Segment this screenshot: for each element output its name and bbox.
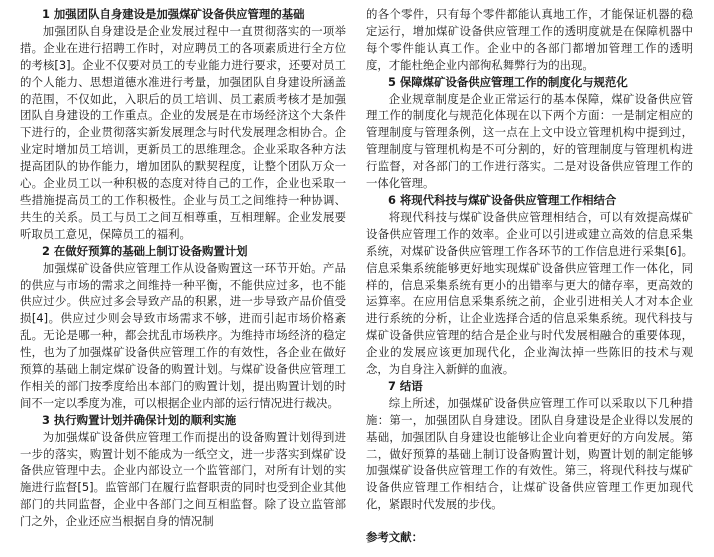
paragraph: 综上所述，加强煤矿设备供应管理工作可以采取以下几种措施：第一，加强团队自身建设。团队自身建设是企业得以发展的基础，加强团队自身建设也能够让企业向着更好的方向发展。第二，做好预算的基础上制订设备购置计划，购置计划的制定能够加强煤矿设备供应管理工作的有效性。第三，将现代科技与煤矿设备供应管理工作相结合，让煤矿设备供应管理工作更加现代化，紧跟时代发展的步伐。 [366, 395, 693, 512]
paragraph: 为加强煤矿设备供应管理工作而提出的设备购置计划得到进一步的落实，购置计划不能成为一纸空文，进一步落实到煤矿设备供应管理中去。企业内部设立一个监管部门，对所有计划的实施进行监督[5]。监管部门在履行监督职责的同时也受到企业其他部门的共同监督，企业中各部门之间互相监督。除了设立监管部门之外，企业还应当根据自身的情况制 [20, 429, 346, 529]
section-title: 1 加强团队自身建设是加强煤矿设备供应管理的基础 [42, 7, 305, 21]
references-heading: 参考文献： [366, 530, 423, 545]
paragraph: 将现代科技与煤矿设备供应管理相结合，可以有效提高煤矿设备供应管理工作的效率。企业可以引进或建立高效的信息采集系统，对煤矿设备供应管理工作各环节的工作信息进行采集[6]。信息采集系统能够更好地实现煤矿设备供应管理工作一体化，同样的，信息采集系统有更小的出错率与更大的储存率，更高效的运算率。在应用信息采集系统之前，企业引进相关人才对本企业进行系统的分析，让企业选择合适的信息采集系统。现代科技与煤矿设备供应管理的结合是企业与时代发展相融合的重要体现，企业的发展应该更加现代化，企业淘汰掉一些陈旧的技术与观念，为自身注入新鲜的血液。 [366, 209, 693, 377]
paragraph: 加强团队自身建设是企业发展过程中一直贯彻落实的一项举措。企业在进行招聘工作时，对应聘员工的各项素质进行全方位的考核[3]。企业不仅要对员工的专业能力进行要求，还要对员工的个人能力、思想道德水准进行考量，加强团队自身建设所涵盖的范围，不仅如此，入职后的员工培训、员工素质考核才是加强团队自身建设的工作重点。企业的发展是在市场经济这个大条件下进行的，企业贯彻落实新发展理念与时代发展理念相协合。企业定时增加员工培训，更新员工的思维理念。企业采取各种方法提高团队的协作能力，增加团队的默契程度，让整个团队万众一心。企业员工以一种积极的态度对待自己的工作，企业也采取一些措施提高员工的工作积极性。企业与员工之间维持一种协调、共生的关系。员工与员工之间互相尊重，互相理解。企业发展要听取员工意见，保障员工的福利。 [20, 23, 346, 241]
paragraph: 加强煤矿设备供应管理工作从设备购置这一环节开始。产品的供应与市场的需求之间维持一种平衡，不能供应过多，也不能供应过少。供应过多会导致产品的积累，进一步导致产品价值受损[4]。供应过少则会导致市场需求不够，进而引起市场价格紊乱。无论是哪一种，都会扰乱市场秩序。为维持市场经济的稳定性，也为了加强煤矿设备供应管理工作的有效性，各企业在做好预算的基础上制定煤矿设备的购置计划。与煤矿设备供应管理工作相关的部门按季度给出本部门的购置计划，提出购置计划的时间不一定以季度为准，可以根据企业内部的运行情况进行裁决。 [20, 260, 346, 410]
section-title: 6 将现代科技与煤矿设备供应管理工作相结合 [388, 192, 617, 207]
section-title: 3 执行购置计划并确保计划的顺利实施 [42, 412, 237, 427]
paragraph: 的各个零件，只有每个零件都能认真地工作，才能保证机器的稳定运行，增加煤矿设备供应管理工作的透明度就是在保障机器中每个零件能认真工作。企业中的各部门都增加管理工作的透明度，才能杜绝企业内部徇私舞弊行为的出现。 [366, 7, 693, 72]
section-title: 7 结语 [388, 378, 423, 393]
left-column [20, 6, 346, 530]
section-title: 5 保障煤矿设备供应管理工作的制度化与规范化 [388, 74, 628, 89]
paragraph: 企业规章制度是企业正常运行的基本保障，煤矿设备供应管理工作的制度化与规范化体现在以下两个方面：一是制定相应的管理制度与管理条例，这一点在上文中设立管理机构中提到过，管理制度与管理机构是不可分割的，好的管理制度与管理机构进行监督，对各部门的工作进行落实。二是对设备供应管理工作的一体化管理。 [366, 91, 693, 191]
right-column [366, 6, 693, 557]
section-title: 2 在做好预算的基础上制订设备购置计划 [42, 243, 248, 258]
